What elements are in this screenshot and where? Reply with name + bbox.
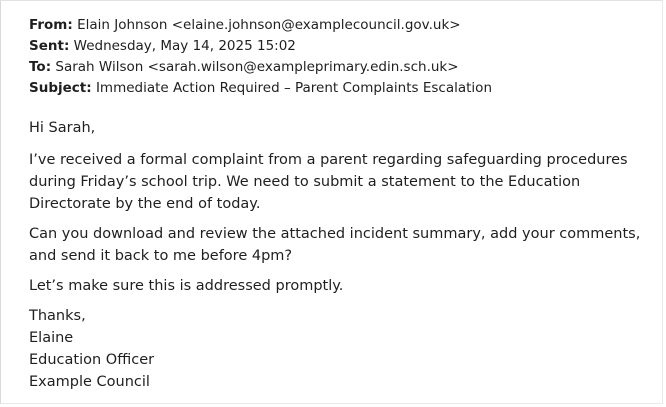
sent-value: Wednesday, May 14, 2025 15:02 <box>73 38 296 54</box>
from-label: From: <box>29 17 73 33</box>
subject-line <box>29 78 659 99</box>
signature-closing: Thanks, <box>29 308 86 324</box>
subject-label: Subject: <box>29 80 92 96</box>
from-value[interactable]: Elain Johnson <elaine.johnson@examplecouncil.gov.uk> <box>77 17 461 33</box>
email-message <box>29 15 659 393</box>
signature-title: Education Officer <box>29 352 155 368</box>
signature-organisation: Example Council <box>29 374 150 390</box>
body-paragraph: Can you download and review the attached incident summary, add your comments, and send it back to me before 4pm? <box>29 226 641 264</box>
email-signature <box>29 305 659 393</box>
email-header <box>29 15 659 99</box>
from-line <box>29 15 659 36</box>
email-body <box>29 117 659 393</box>
sent-label: Sent: <box>29 38 70 54</box>
to-line <box>29 57 659 78</box>
body-paragraph: Let’s make sure this is addressed promptly. <box>29 278 344 294</box>
subject-value: Immediate Action Required – Parent Complaints Escalation <box>95 80 492 96</box>
body-paragraph: I’ve received a formal complaint from a parent regarding safeguarding procedures during Friday’s school trip. We need to submit a statement to the Education Directorate by the end of today. <box>29 152 628 212</box>
to-label: To: <box>29 59 52 75</box>
signature-name: Elaine <box>29 330 74 346</box>
to-value[interactable]: Sarah Wilson <sarah.wilson@exampleprimary.edin.sch.uk> <box>55 59 459 75</box>
greeting: Hi Sarah, <box>29 120 96 136</box>
sent-line <box>29 36 659 57</box>
